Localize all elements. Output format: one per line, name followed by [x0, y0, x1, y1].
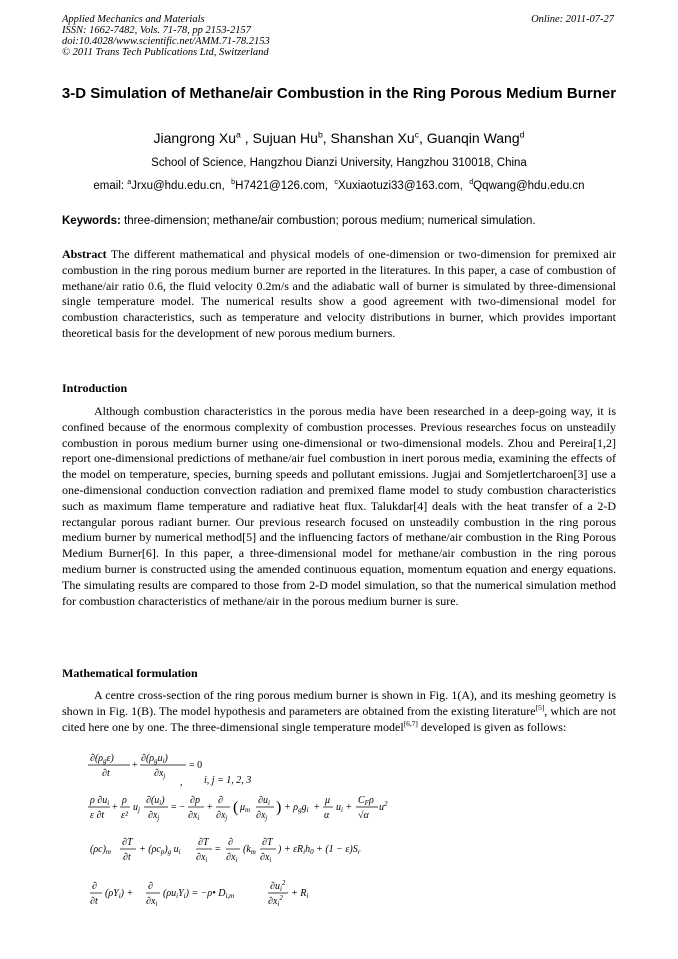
svg-text:(: ( — [233, 799, 239, 816]
email-label: email: — [93, 180, 125, 192]
svg-text:∂T: ∂T — [122, 837, 133, 848]
keywords — [62, 215, 616, 227]
svg-text:∂(ui): $\partial(u_i)$ — [146, 795, 165, 807]
svg-text:∂xi2: $\partial x_i^2$ — [268, 894, 283, 908]
svg-text:∂(ρgε): $\partial(\rho_g\varepsilon)$ — [90, 753, 114, 765]
svg-text:,: , — [180, 777, 183, 788]
svg-text:∂: ∂ — [148, 881, 153, 892]
svg-text:(ρuiYi) = −ρ• Di,m: $(\rho u_iY_i)$ = −ρ• $D_{i,m}$ — [163, 888, 235, 900]
svg-text:∂: ∂ — [92, 881, 97, 892]
section-heading-introduction: Introduction — [62, 381, 128, 395]
math-paragraph — [62, 688, 616, 735]
svg-text:μm: $\mu_m$ — [240, 802, 251, 814]
math-text: , which are not cited here one by one. The three-dimensional single temperature model — [62, 703, 617, 734]
svg-text:∂(ρgui): $\partial(\rho_gu_i)$ — [141, 753, 168, 765]
svg-text:): ) — [276, 799, 282, 816]
svg-text:u2: $u^2$ — [379, 800, 388, 813]
svg-text:ρ: ρ — [122, 795, 127, 806]
svg-text:∂xi: $\partial x_i$ — [260, 852, 272, 864]
svg-text:+: + — [132, 760, 138, 771]
email-address[interactable]: Xuxiaotuzi33@163.com, — [337, 180, 463, 192]
svg-text:∂xj: $\partial x_j$ — [148, 810, 160, 822]
author-mark: a — [236, 129, 241, 140]
author-name: Guanqin Wang — [426, 130, 520, 146]
affiliation: School of Science, Hangzhou Dianzi University, Hangzhou 310018, China — [151, 157, 527, 169]
svg-text:+ ρggi: + $\rho_gg_i$ — [284, 802, 309, 814]
svg-text:∂ui: $\partial u_i$ — [258, 795, 270, 807]
author-list: Jiangrong Xu$^a$ , Sujuan Hu$^b$, Shanshan Xu$^c$, Guanqin Wang$^d$ — [153, 129, 525, 146]
author-name: Jiangrong Xu — [153, 130, 237, 146]
email-address[interactable]: Qqwang@hdu.edu.cn — [473, 180, 585, 192]
email-address[interactable]: Jrxu@hdu.edu.cn, — [131, 180, 225, 192]
email-line — [40, 180, 638, 192]
svg-text:ρ ∂ui: ρ $\partial u_i$ — [90, 795, 110, 807]
author-name: Shanshan Xu — [330, 130, 415, 146]
svg-text:∂T: ∂T — [262, 837, 273, 848]
author-mark: d — [519, 129, 525, 140]
email-address[interactable]: H7421@126.com, — [235, 180, 329, 192]
svg-text:∂ui2: $\partial u_i^2$ — [270, 879, 286, 893]
svg-text:∂xi: $\partial x_i$ — [188, 810, 200, 822]
svg-text:∂xj: $\partial x_j$ — [216, 810, 228, 822]
author-mark: b — [317, 129, 323, 140]
svg-text:μ: μ — [325, 795, 331, 806]
journal-info — [62, 14, 270, 58]
email-mark: d — [469, 178, 474, 187]
svg-text:ε²: ε² — [121, 810, 128, 821]
online-date: Online: 2011-07-27 — [531, 14, 614, 25]
email-mark: c — [334, 178, 338, 187]
svg-text:∂t: ∂t — [90, 896, 98, 907]
governing-equations — [88, 752, 388, 922]
svg-text:(km: ($k_m$ — [243, 844, 256, 856]
citation: [5] — [535, 702, 545, 712]
email-mark: a — [127, 178, 132, 187]
svg-text:√α: √α — [358, 810, 369, 821]
citation: [6,7] — [403, 718, 418, 728]
svg-text:+: + — [314, 802, 320, 813]
keywords-label: Keywords: — [62, 215, 121, 227]
equations-block — [88, 752, 388, 922]
svg-text:= −: = − — [171, 802, 185, 813]
author-mark: c — [414, 129, 419, 140]
svg-text:CFρ: $C_F\rho$ — [358, 795, 374, 807]
journal-name: Applied Mechanics and Materials — [62, 14, 205, 25]
keywords-text: three-dimension; methane/air combustion; porous medium; numerical simulation. — [124, 215, 536, 227]
svg-text:∂xi: $\partial x_i$ — [226, 852, 238, 864]
continuity-equation — [88, 753, 251, 788]
svg-text:+: + — [207, 802, 213, 813]
svg-text:∂T: ∂T — [198, 837, 209, 848]
svg-text:) + εRih0 + (1 − ε)Sr: ) + $\varepsilon R_ih_0 + (1 - \varepsilon)S_r$ — [278, 844, 361, 856]
svg-text:ui: $u_i$ — [336, 802, 343, 814]
introduction-paragraph: Although combustion characteristics in the porous media have been researched in a deep-going way, it is confined because of the enormous complexity of combustion processes. Previous researches focus on unsteadily combustion in porous medium burner using one-dimensional or two-dimensional models. Zhou and Pereira[1,2] report one-dimensional predictions of methane/air fuel combustion in inert porous media, examining the effects of the model on temperature, species, burning speeds and pollutant emissions. Jugjai and Somjetlertcharoen[3] use a one-dimensional conduction convection radiation and premixed flame model to study combustion characteristics such as maximum flame temperature and radiative heat flux. Talukdar[4] deals with the heat transfer of a 2-D rectangular porous radiant burner. Our previous research focused on unsteadily combustion in the ring porous medium burner by numerical method[5] and the influencing factors of methane/air combustion in the Ring Porous Medium Burner[6]. In this paper, a three-dimensional model for methane/air combustion in the ring porous medium burner is constructed using the amended continuous equation, momentum equation and energy equations. The simulating results are compared to those from 2-D model simulation, so that the numerical simulation method for combustion characteristics of methane/air in the porous medium burner is sure. — [62, 404, 616, 608]
svg-text:∂xi: $\partial x_i$ — [146, 896, 158, 908]
species-equation — [90, 879, 308, 908]
copyright-line: © 2011 Trans Tech Publications Ltd, Switzerland — [62, 47, 269, 58]
svg-text:=: = — [215, 844, 221, 855]
svg-text:∂t: ∂t — [102, 768, 110, 779]
math-text: A centre cross-section of the ring porous medium burner is shown in Fig. 1(A), and its meshing geometry is shown in Fig. 1(B). The model hypothesis and parameters are obtained from the existing literature — [62, 688, 616, 718]
svg-text:∂xj: $\partial x_j$ — [256, 810, 268, 822]
abstract — [62, 247, 616, 342]
svg-text:+ Ri: + $R_i$ — [291, 888, 309, 900]
svg-text:∂xj: $\partial x_j$ — [154, 768, 166, 780]
abstract-label: Abstract — [62, 247, 107, 261]
paper-title: 3-D Simulation of Methane/air Combustion in the Ring Porous Medium Burner — [61, 85, 617, 102]
svg-text:α: α — [324, 810, 330, 821]
doi-line: doi:10.4028/www.scientific.net/AMM.71-78.2153 — [62, 36, 270, 47]
svg-text:uj: $u_j$ — [133, 802, 140, 814]
svg-text:= 0: = 0 — [189, 760, 203, 771]
email-mark: b — [231, 178, 236, 187]
abstract-text: The different mathematical and physical models of one-dimension or two-dimension for premixed air combustion in the ring porous medium burner are reported in the literatures. In this paper, a case of combustion of methane/air ratio 0.6, the fluid velocity 0.2m/s and the adiabatic wall of burner is simulated by three-dimensional single temperature model. The numerical results show a good agreement with two-dimensional model for combustion characteristics, such as temperature and velocity distributions in burner, which provides important theoretical basis for the development of new porous medium burners. — [62, 247, 616, 340]
svg-text:∂p: ∂p — [190, 795, 200, 806]
svg-text:+: + — [346, 802, 352, 813]
issn-line: ISSN: 1662-7482, Vols. 71-78, pp 2153-2157 — [62, 25, 251, 36]
svg-text:ε ∂t: ε ∂t — [90, 810, 105, 821]
energy-equation — [90, 837, 361, 864]
svg-text:(ρc)m: $(\rho c)_m$ — [90, 844, 111, 856]
momentum-equation — [88, 795, 388, 822]
svg-text:+: + — [112, 802, 118, 813]
svg-text:+ (ρcp)g ui: + $(\rho c_p)_g$ $u_i$ — [139, 844, 181, 856]
section-heading-math: Mathematical formulation — [62, 666, 198, 680]
index-note: i, j = 1, 2, 3 — [204, 775, 252, 786]
author-name: Sujuan Hu — [252, 130, 318, 146]
svg-text:∂t: ∂t — [123, 852, 131, 863]
svg-text:∂xi: $\partial x_i$ — [196, 852, 208, 864]
svg-text:(ρYi) +: $(\rho Y_i)$ + — [105, 888, 134, 900]
math-text: developed is given as follows: — [417, 719, 567, 734]
svg-text:∂: ∂ — [218, 795, 223, 806]
svg-text:∂: ∂ — [228, 837, 233, 848]
